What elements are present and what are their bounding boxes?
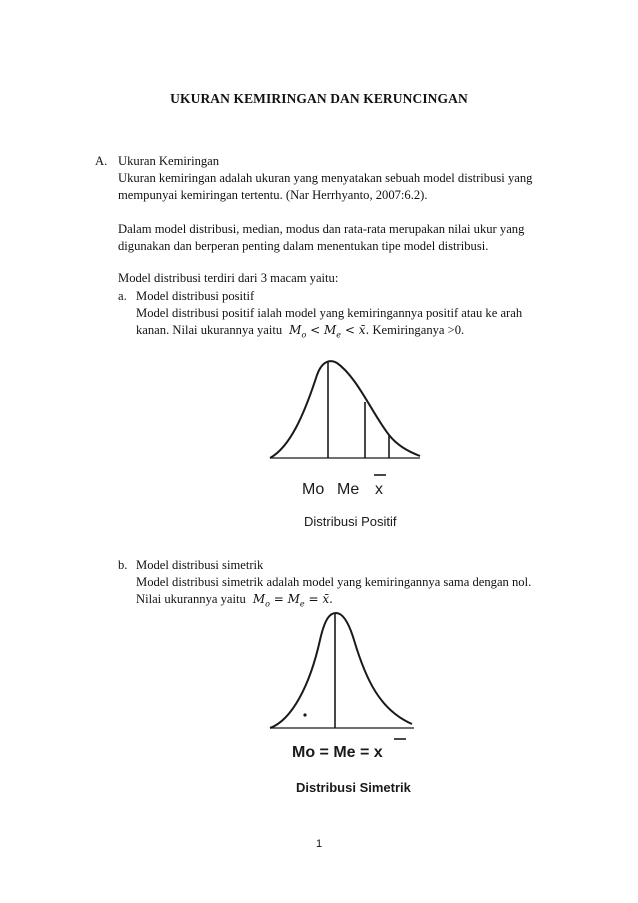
paragraph-2-line-1: Dalam model distribusi, median, modus dan rata-rata merupakan nilai ukur yang — [118, 222, 525, 236]
sym-formula-xbar: x̄ — [322, 592, 330, 606]
formula-lt-2: < — [341, 323, 359, 337]
formula-me-sub: e — [336, 330, 342, 340]
formula-mo: M — [289, 323, 302, 337]
label-xbar: x — [375, 481, 383, 498]
formula-lt-1: < — [306, 323, 324, 337]
label-me: Me — [337, 481, 360, 498]
item-b-heading: Model distribusi simetrik — [136, 558, 264, 572]
symmetric-curve — [270, 613, 412, 728]
formula-mo-sub: o — [301, 330, 307, 340]
sym-formula-mo: M — [252, 592, 266, 606]
section-a-marker: A. — [95, 154, 108, 168]
positive-distribution-figure — [262, 355, 422, 535]
formula-end: . — [365, 323, 370, 337]
document-title: UKURAN KEMIRINGAN DAN KERUNCINGAN — [170, 91, 468, 106]
positive-formula — [285, 323, 370, 340]
formula-me: M — [323, 323, 337, 337]
label-mo: Mo — [302, 481, 325, 498]
positive-curve — [270, 361, 420, 458]
sym-formula-eq-2: = — [304, 592, 323, 606]
definition-paragraph — [118, 170, 551, 204]
item-a-line-2-suffix: Kemiringanya >0. — [369, 323, 465, 337]
page-number: 1 — [315, 838, 323, 850]
item-a-line-2 — [136, 322, 464, 343]
paragraph-2-line-2: digunakan dan berperan penting dalam menentukan tipe model distribusi. — [118, 239, 489, 253]
definition-line-1 — [118, 170, 551, 187]
paragraph-2 — [118, 221, 551, 255]
definition-line-2: mempunyai kemiringan tertentu. (Nar Herrhyanto, 2007:6.2). — [118, 188, 428, 202]
list-intro: Model distribusi terdiri dari 3 macam yaitu: — [118, 271, 339, 285]
item-a-heading: Model distribusi positif — [136, 289, 255, 303]
sym-formula-end: . — [329, 592, 333, 606]
item-b-line-1: Model distribusi simetrik adalah model yang kemiringannya sama dengan nol. — [136, 575, 532, 589]
sym-formula-eq-1: = — [269, 592, 288, 606]
positive-caption: Distribusi Positif — [304, 514, 397, 529]
item-a-marker: a. — [118, 289, 127, 303]
symmetric-label: Mo = Me = x — [292, 744, 383, 761]
item-a-line-1: Model distribusi positif ialah model yang kemiringannya positif atau ke arah — [136, 306, 523, 320]
item-b-marker: b. — [118, 558, 128, 572]
item-b-line-2-prefix: Nilai ukurannya yaitu — [136, 592, 246, 606]
sym-formula-me: M — [287, 592, 300, 606]
sym-formula-me-sub: e — [299, 599, 305, 609]
dot-mark — [303, 713, 306, 716]
symmetric-distribution-figure — [262, 610, 422, 806]
item-a-line-2-prefix: kanan. Nilai ukurannya yaitu — [136, 323, 283, 337]
symmetric-formula — [249, 592, 333, 609]
symmetric-caption: Distribusi Simetrik — [296, 780, 411, 795]
definition-line-1-text: Ukuran kemiringan adalah ukuran yang menyatakan sebuah model distribusi yang — [118, 171, 533, 185]
formula-xbar: x̄ — [358, 323, 366, 337]
section-a-heading: Ukuran Kemiringan — [118, 154, 220, 168]
sym-formula-mo-sub: o — [265, 599, 270, 609]
